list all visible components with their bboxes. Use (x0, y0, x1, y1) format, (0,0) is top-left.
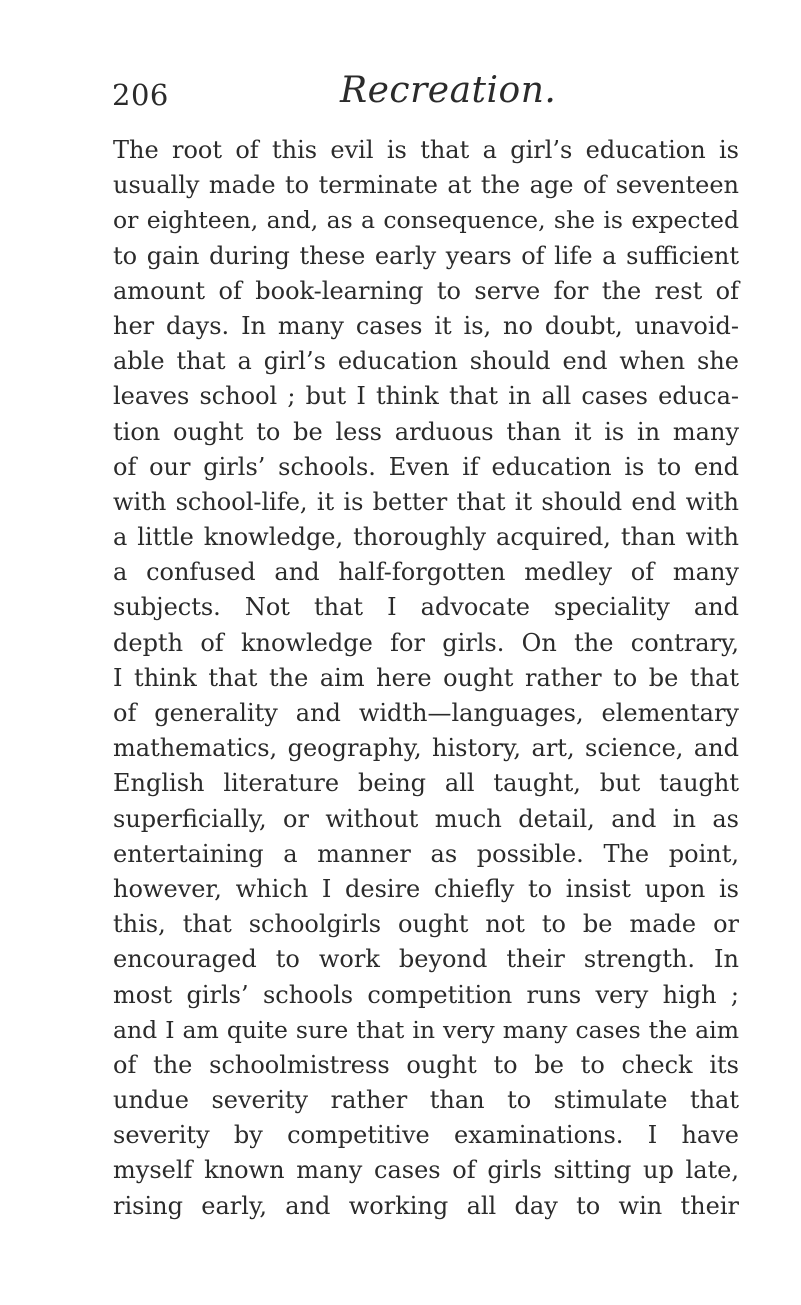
text-line: myself known many cases of girls sitting up late, (113, 1156, 739, 1185)
text-line: to gain during these early years of life a sufficient (113, 241, 739, 270)
page-header (112, 70, 732, 120)
text-line: superficially, or without much detail, and in as (113, 804, 739, 833)
text-line: encouraged to work beyond their strength. In (113, 945, 739, 974)
text-line: English literature being all taught, but taught (113, 769, 739, 798)
body-paragraph (113, 133, 739, 1224)
text-line: this, that schoolgirls ought not to be made or (113, 910, 739, 939)
text-line: severity by competitive examinations. I have (113, 1121, 739, 1150)
text-line: subjects. Not that I advocate speciality and (113, 593, 739, 622)
text-line: with school-life, it is better that it should end with (113, 487, 739, 516)
page-number: 206 (112, 78, 169, 112)
text-line: however, which I desire chiefly to insist upon is (113, 874, 739, 903)
text-line: of the schoolmistress ought to be to check its (113, 1050, 739, 1079)
text-line: most girls’ schools competition runs very high ; (113, 980, 739, 1009)
text-line: leaves school ; but I think that in all cases educa- (113, 382, 739, 411)
text-line: amount of book-learning to serve for the rest of (113, 276, 739, 305)
text-line: a little knowledge, thoroughly acquired, than with (113, 523, 739, 552)
text-line: or eighteen, and, as a consequence, she is expected (113, 206, 739, 235)
text-line: and I am quite sure that in very many cases the aim (113, 1015, 739, 1044)
text-line: entertaining a manner as possible. The point, (113, 839, 739, 868)
running-title: Recreation. (340, 70, 557, 111)
text-line: The root of this evil is that a girl’s education is (113, 136, 739, 164)
text-line: usually made to terminate at the age of seventeen (113, 171, 739, 200)
text-line: depth of knowledge for girls. On the contrary, (113, 628, 739, 657)
text-line: undue severity rather than to stimulate that (113, 1086, 739, 1115)
text-line: tion ought to be less arduous than it is in many (113, 417, 739, 446)
text-line: her days. In many cases it is, no doubt, unavoid- (113, 311, 739, 340)
text-line: a confused and half-forgotten medley of many (113, 558, 739, 587)
text-line: of our girls’ schools. Even if education is to end (113, 452, 739, 481)
text-line: rising early, and working all day to win their (113, 1191, 739, 1220)
text-line: I think that the aim here ought rather to be that (113, 663, 739, 692)
text-line: of generality and width—languages, elementary (113, 699, 739, 727)
text-line: able that a girl’s education should end when she (113, 347, 739, 376)
text-line: mathematics, geography, history, art, science, and (113, 734, 739, 763)
